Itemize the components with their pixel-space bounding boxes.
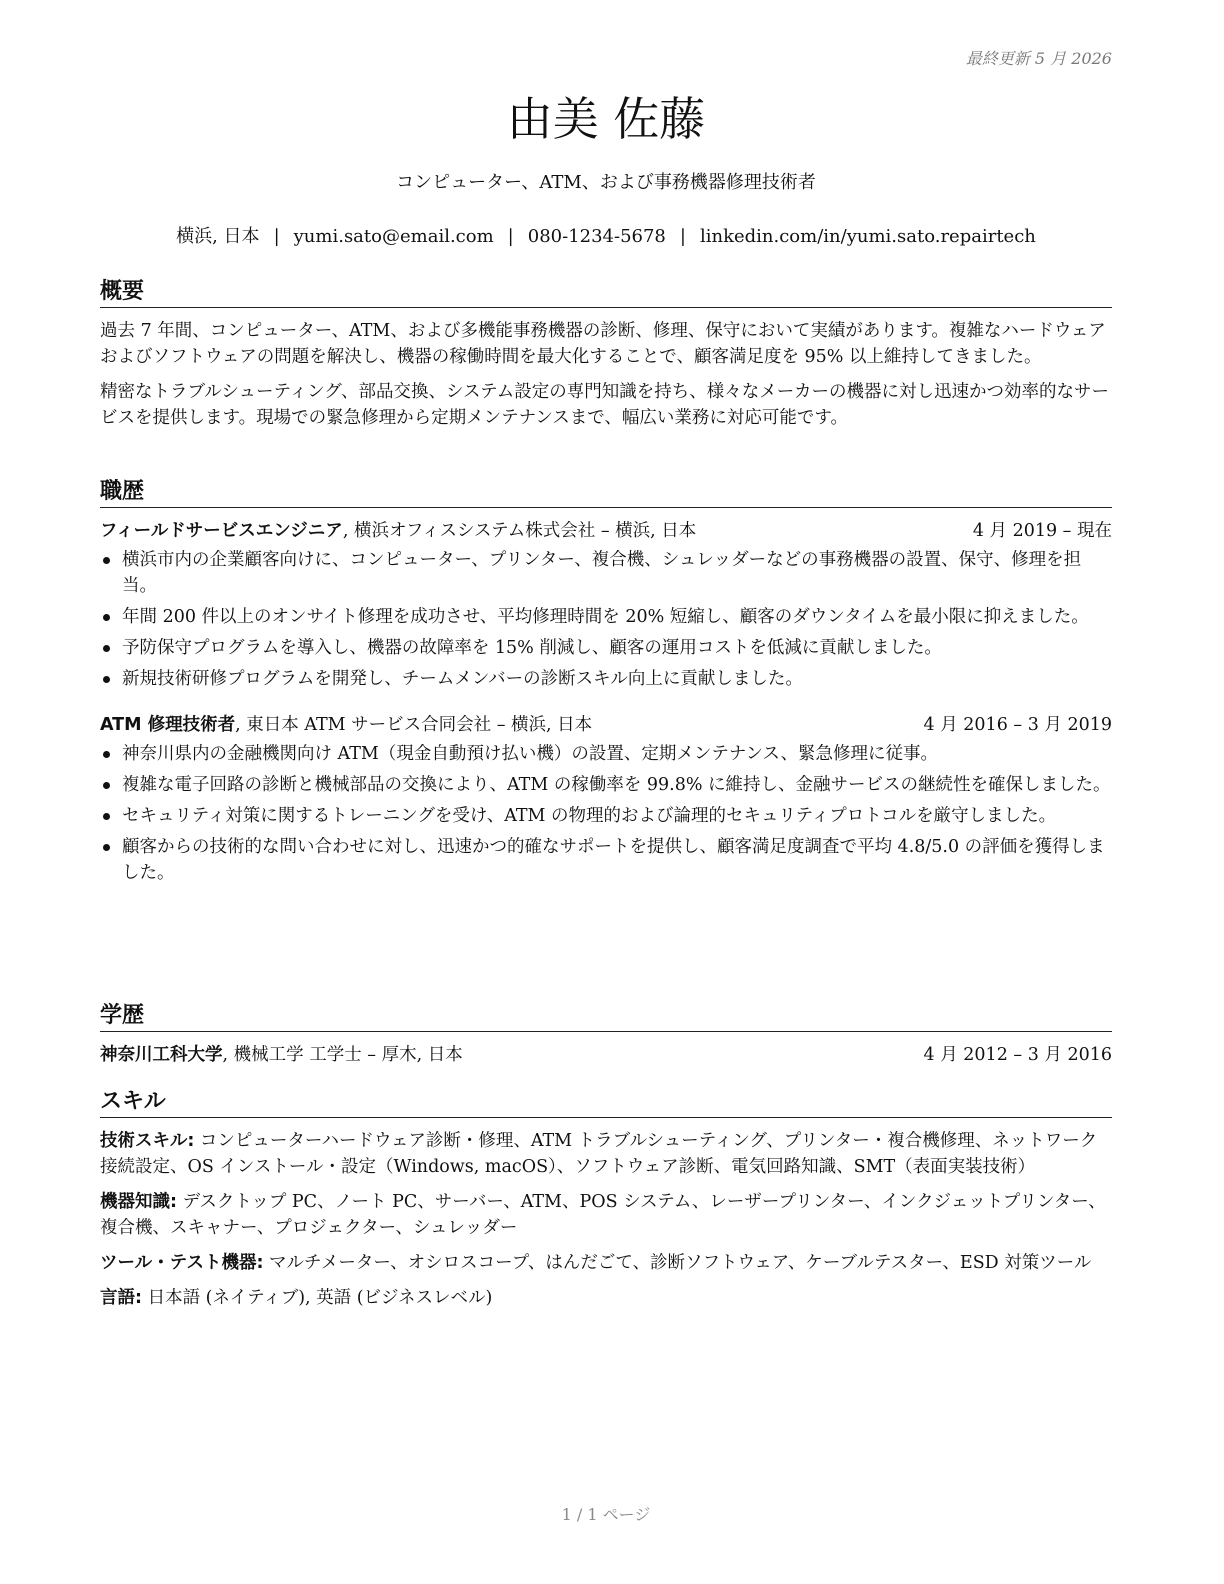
education-school-degree bbox=[100, 1042, 463, 1068]
section-heading-education: 学歴 bbox=[100, 1002, 1112, 1032]
skill-item bbox=[100, 1250, 1112, 1276]
job-dates: 4 月 2016 – 3 月 2019 bbox=[923, 715, 1112, 735]
education-dates: 4 月 2012 – 3 月 2016 bbox=[923, 1045, 1112, 1065]
contact-phone[interactable]: 080-1234-5678 bbox=[527, 226, 666, 247]
job-role: フィールドサービスエンジニア bbox=[100, 521, 343, 541]
contact-separator: | bbox=[507, 226, 514, 247]
section-heading-summary: 概要 bbox=[100, 278, 1112, 308]
contact-location: 横浜, 日本 bbox=[176, 226, 260, 247]
education-school: 神奈川工科大学 bbox=[100, 1045, 223, 1065]
job-org: , 東日本 ATM サービス合同会社 – 横浜, 日本 bbox=[235, 715, 593, 735]
skill-label: ツール・テスト機器: bbox=[100, 1253, 264, 1273]
job-org: , 横浜オフィスシステム株式会社 – 横浜, 日本 bbox=[342, 521, 697, 541]
job-role-org bbox=[100, 712, 592, 738]
skill-text: コンピューターハードウェア診断・修理、ATM トラブルシューティング、プリンター・複合機修理、ネットワーク接続設定、OS インストール・設定（Windows, macOS）、ソフトウェア診断、電気回路知識、SMT（表面実装技術） bbox=[100, 1131, 1098, 1177]
education-section bbox=[100, 1002, 1112, 1068]
skill-label: 言語: bbox=[100, 1288, 142, 1308]
job-bullets bbox=[100, 547, 1112, 692]
skill-item bbox=[100, 1128, 1112, 1180]
skill-label: 機器知識: bbox=[100, 1192, 177, 1212]
contact-separator: | bbox=[679, 226, 686, 247]
list-item: 予防保守プログラムを導入し、機器の故障率を 15% 削減し、顧客の運用コストを低減に貢献しました。 bbox=[100, 635, 1112, 661]
candidate-name: 由美 佐藤 bbox=[506, 92, 706, 146]
education-entry bbox=[100, 1042, 1112, 1068]
education-degree: , 機械工学 工学士 – 厚木, 日本 bbox=[222, 1045, 463, 1065]
job-role-org bbox=[100, 518, 696, 544]
job-entry bbox=[100, 518, 1112, 692]
skill-text: 日本語 (ネイティブ), 英語 (ビジネスレベル) bbox=[142, 1288, 493, 1308]
skill-text: マルチメーター、オシロスコープ、はんだごて、診断ソフトウェア、ケーブルテスター、ESD 対策ツール bbox=[263, 1253, 1092, 1273]
last-updated: 最終更新 5 月 2026 bbox=[965, 49, 1112, 68]
section-heading-experience: 職歴 bbox=[100, 478, 1112, 508]
summary-paragraph: 過去 7 年間、コンピューター、ATM、および多機能事務機器の診断、修理、保守において実績があります。複雑なハードウェアおよびソフトウェアの問題を解決し、機器の稼働時間を最大化することで、顧客満足度を 95% 以上維持してきました。 bbox=[100, 321, 1106, 367]
job-bullets bbox=[100, 741, 1112, 886]
job-entry bbox=[100, 712, 1112, 886]
contact-separator: | bbox=[273, 226, 280, 247]
summary-paragraph: 精密なトラブルシューティング、部品交換、システム設定の専門知識を持ち、様々なメーカーの機器に対し迅速かつ効率的なサービスを提供します。現場での緊急修理から定期メンテナンスまで、幅広い業務に対応可能です。 bbox=[100, 382, 1109, 428]
job-title: コンピューター、ATM、および事務機器修理技術者 bbox=[396, 172, 816, 193]
experience-section bbox=[100, 478, 1112, 891]
job-header bbox=[100, 518, 1112, 544]
skills-section bbox=[100, 1088, 1112, 1320]
list-item: 顧客からの技術的な問い合わせに対し、迅速かつ的確なサポートを提供し、顧客満足度調査で平均 4.8/5.0 の評価を獲得しました。 bbox=[100, 834, 1112, 886]
contact-linkedin[interactable]: linkedin.com/in/yumi.sato.repairtech bbox=[699, 226, 1036, 247]
list-item: 複雑な電子回路の診断と機械部品の交換により、ATM の稼働率を 99.8% に維持し、金融サービスの継続性を確保しました。 bbox=[100, 772, 1112, 798]
summary-section bbox=[100, 278, 1112, 440]
job-role: ATM 修理技術者 bbox=[100, 715, 236, 735]
page-number: 1 / 1 ページ bbox=[561, 1505, 651, 1524]
contact-line bbox=[100, 224, 1112, 250]
skill-label: 技術スキル: bbox=[100, 1131, 195, 1151]
skill-text: デスクトップ PC、ノート PC、サーバー、ATM、POS システム、レーザープリンター、インクジェットプリンター、複合機、スキャナー、プロジェクター、シュレッダー bbox=[100, 1192, 1106, 1238]
contact-email[interactable]: yumi.sato@email.com bbox=[293, 226, 494, 247]
section-heading-skills: スキル bbox=[100, 1088, 1112, 1118]
list-item: セキュリティ対策に関するトレーニングを受け、ATM の物理的および論理的セキュリティプロトコルを厳守しました。 bbox=[100, 803, 1112, 829]
job-dates: 4 月 2019 – 現在 bbox=[972, 521, 1112, 541]
list-item: 神奈川県内の金融機関向け ATM（現金自動預け払い機）の設置、定期メンテナンス、緊急修理に従事。 bbox=[100, 741, 1112, 767]
resume-page bbox=[100, 0, 1112, 1584]
skill-item bbox=[100, 1285, 1112, 1311]
list-item: 横浜市内の企業顧客向けに、コンピューター、プリンター、複合機、シュレッダーなどの事務機器の設置、保守、修理を担当。 bbox=[100, 547, 1112, 599]
list-item: 新規技術研修プログラムを開発し、チームメンバーの診断スキル向上に貢献しました。 bbox=[100, 666, 1112, 692]
job-header bbox=[100, 712, 1112, 738]
list-item: 年間 200 件以上のオンサイト修理を成功させ、平均修理時間を 20% 短縮し、顧客のダウンタイムを最小限に抑えました。 bbox=[100, 604, 1112, 630]
skill-item bbox=[100, 1189, 1112, 1241]
